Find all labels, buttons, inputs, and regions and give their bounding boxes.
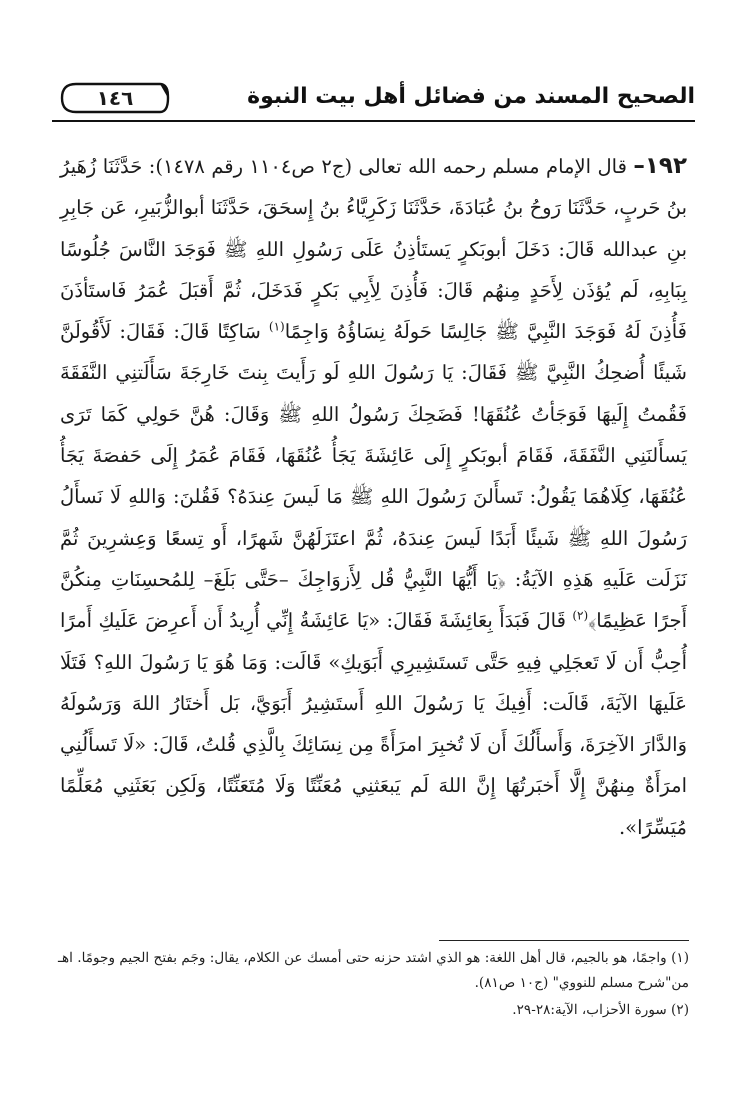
footnote-divider <box>439 940 689 941</box>
hadith-paragraph <box>60 146 687 848</box>
page-number-badge <box>60 82 170 114</box>
footnote-item: (١) واجمًا، هو بالجيم، قال أهل اللغة: هو الذي اشتد حزنه حتى أمسك عن الكلام، يقال: وجَم بفتح الجيم وجومًا. اهـ من"شرح مسلم للنووي" (ج١٠ ص٨١). <box>58 950 689 991</box>
footnote-marker: (١) <box>268 319 285 334</box>
hadith-number: ١٩٢– <box>633 153 687 179</box>
footnotes <box>58 946 689 1025</box>
page-number: ١٤٦ <box>96 86 134 110</box>
header-divider <box>52 120 695 122</box>
hadith-line: قال الإمام مسلم رحمه الله تعالى (ج٢ ص١١٠٤ رقم ١٤٧٨): حَدَّثَنَا زُهَيرُ بنُ حَربٍ، حَدَّثَنَا رَوحُ بنُ عُبَادَةَ، حَدَّثَنَا زَكَرِيَّاءُ بنُ إِسحَقَ، حَدَّثَنَا أبوالزُّبَيرِ، عَن جَابِرِ بنِ عبدالله قَالَ: دَخَلَ أبوبَكرٍ يَستَأذِنُ عَلَى رَسُولِ اللهِ ﷺ فَوَجَدَ النَّاسَ جُلُوسًا بِبَابِهِ، لَم يُؤذَن لِأَحَدٍ مِنهُم قَالَ: فَأُذِنَ لِأَبِي بَكرٍ فَدَخَلَ، ثُمَّ أَقبَلَ عُمَرُ فَاستَأذَنَ فَأُذِنَ لَهُ فَوَجَدَ النَّبِيَّ ﷺ جَالِسًا حَولَهُ نِسَاؤُهُ وَاجِمًا <box>60 155 687 344</box>
hadith-line: قَالَ فَبَدَأَ بِعَائِشَةَ فَقَالَ: «يَا عَائِشَةُ إِنِّي أُرِيدُ أَن أَعرِضَ عَلَيكِ أَمرًا أُحِبُّ أَن لَا تَعجَلِي فِيهِ حَتَّى تَستَشِيرِي أَبَوَيكِ» قَالَت: وَمَا هُوَ يَا رَسُولَ اللهِ؟ فَتَلَا عَلَيهَا الآيَةَ، قَالَت: أَفِيكَ يَا رَسُولَ اللهِ أَستَشِيرُ أَبَوَيَّ، بَل أَختَارُ اللهَ وَرَسُولَهُ وَالدَّارَ الآخِرَةَ، وَأَسأَلُكَ أَن لَا تُخبِرَ امرَأَةً مِن نِسَائِكَ بِالَّذِي قُلتُ، قَالَ: «لَا تَسأَلُنِي امرَأَةٌ مِنهُنَّ إِلَّا أَخبَرتُهَا إِنَّ اللهَ لَم يَبعَثنِي مُعَنِّتًا وَلَا مُتَعَنِّتًا، وَلَكِن بَعَثَنِي مُعَلِّمًا مُيَسِّرًا». <box>60 609 687 839</box>
footnote-marker: (٢) <box>572 608 589 623</box>
hadith-line: سَاكِتًا قَالَ: فَقَالَ: لَأَقُولَنَّ شَيئًا أُضحِكُ النَّبِيَّ ﷺ فَقَالَ: يَا رَسُولَ اللهِ لَو رَأَيتَ بِنتَ خَارِجَةَ سَأَلَتنِي النَّفَقَةَ فَقُمتُ إِلَيهَا فَوَجَأتُ عُنُقَهَا! فَضَحِكَ رَسُولُ اللهِ ﷺ وَقَالَ: هُنَّ حَولِي كَمَا تَرَى يَسأَلنَنِي النَّفَقَةَ، فَقَامَ أبوبَكرٍ إِلَى عَائِشَةَ يَجَأُ عُنُقَهَا، فَقَامَ عُمَرُ إِلَى حَفصَةَ يَجَأُ عُنُقَهَا، كِلَاهُمَا يَقُولُ: تَسأَلنَ رَسُولَ اللهِ ﷺ مَا لَيسَ عِندَهُ؟ فَقُلنَ: وَاللهِ لَا نَسأَلُ رَسُولَ اللهِ ﷺ شَيئًا أَبَدًا لَيسَ عِندَهُ، ثُمَّ اعتَزَلَهُنَّ شَهرًا، أَو تِسعًا وَعِشرِينَ ثُمَّ نَزَلَت عَلَيهِ هَذِهِ الآيَةُ: ﴿يَا أَيُّهَا النَّبِيُّ قُل لِأَزوَاجِكَ –حَتَّى بَلَغَ– لِلمُحسِنَاتِ مِنكُنَّ أَجرًا عَظِيمًا﴾ <box>60 320 687 633</box>
hadith-text <box>60 146 687 848</box>
footnote-item: (٢) سورة الأحزاب، الآية:٢٨-٢٩. <box>512 1002 689 1018</box>
running-title: الصحيح المسند من فضائل أهل بيت النبوة <box>247 84 695 109</box>
page-header <box>52 78 695 122</box>
